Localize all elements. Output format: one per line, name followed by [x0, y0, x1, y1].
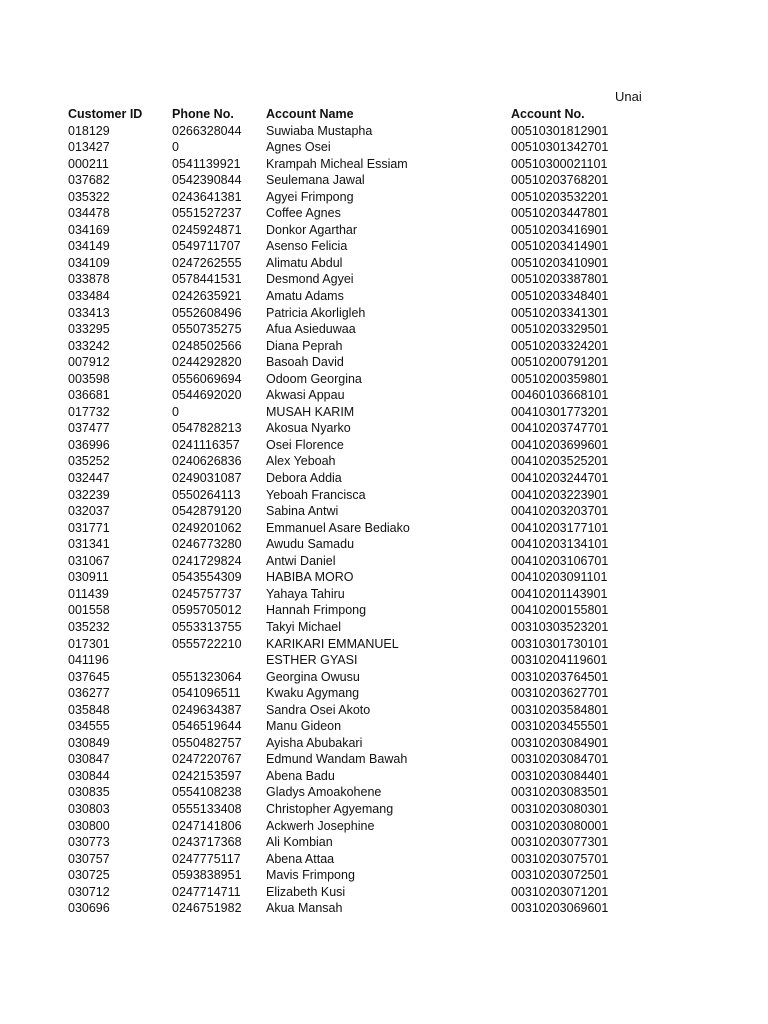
- customer-id-header: Customer ID: [68, 107, 143, 121]
- table-row: [68, 205, 631, 222]
- account-no-cell: 00510203447801: [511, 206, 609, 221]
- customer-id-cell: 037477: [68, 421, 110, 436]
- table-row: [68, 453, 631, 470]
- phone-cell: 0247714711: [172, 884, 241, 899]
- account-no-cell: 00510203341301: [511, 305, 609, 320]
- customer-id-cell: 030725: [68, 868, 110, 883]
- account-no-cell: 00410301773201: [511, 404, 609, 419]
- account-no-cell: 00410203244701: [511, 471, 609, 486]
- table-row: [68, 371, 631, 388]
- table-row: [68, 470, 631, 487]
- customer-id-cell: 031341: [68, 537, 110, 552]
- account-name-cell: Diana Peprah: [266, 338, 343, 353]
- table-row: [68, 321, 631, 338]
- table-row: [68, 338, 631, 355]
- account-no-cell: 00510200359801: [511, 371, 609, 386]
- account-no-cell: 00410203223901: [511, 487, 609, 502]
- phone-cell: 0266328044: [172, 123, 242, 138]
- customer-id-cell: 036277: [68, 686, 110, 701]
- account-name-cell: Emmanuel Asare Bediako: [266, 520, 410, 535]
- table-row: [68, 305, 631, 322]
- customer-id-cell: 030911: [68, 570, 109, 585]
- account-no-cell: 00510200791201: [511, 355, 609, 370]
- account-name-cell: Hannah Frimpong: [266, 603, 367, 618]
- phone-cell: 0553313755: [172, 619, 242, 634]
- table-row: [68, 619, 631, 636]
- phone-cell: 0247262555: [172, 255, 242, 270]
- table-row: [68, 487, 631, 504]
- phone-cell: 0242635921: [172, 289, 242, 304]
- account-no-cell: 00410203203701: [511, 504, 609, 519]
- account-name-cell: Seulemana Jawal: [266, 173, 365, 188]
- table-row: [68, 801, 631, 818]
- phone-cell: [172, 652, 266, 669]
- phone-cell: 0541096511: [172, 686, 241, 701]
- customer-id-cell: 035252: [68, 454, 110, 469]
- account-no-cell: 00510203329501: [511, 322, 609, 337]
- customer-id-cell: 030773: [68, 835, 110, 850]
- customer-id-cell: 030712: [68, 884, 110, 899]
- customer-id-cell: 034149: [68, 239, 110, 254]
- table-row: [68, 238, 631, 255]
- phone-cell: 0240626836: [172, 454, 242, 469]
- customer-id-cell: 035322: [68, 189, 110, 204]
- customer-id-cell: 036996: [68, 437, 110, 452]
- phone-cell: 0543554309: [172, 570, 242, 585]
- table-row: [68, 222, 631, 239]
- customer-id-cell: 032447: [68, 471, 110, 486]
- table-row: [68, 255, 631, 272]
- phone-cell: 0247220767: [172, 752, 242, 767]
- table-row: [68, 420, 631, 437]
- phone-cell: 0248502566: [172, 338, 242, 353]
- customer-id-cell: 034555: [68, 719, 110, 734]
- customer-id-cell: 034478: [68, 206, 110, 221]
- account-no-cell: 00410203699601: [511, 437, 609, 452]
- account-name-cell: Sabina Antwi: [266, 504, 339, 519]
- account-name-cell: Abena Badu: [266, 768, 335, 783]
- account-no-cell: 00510203768201: [511, 173, 609, 188]
- table-row: [68, 189, 631, 206]
- table-row: [68, 437, 631, 454]
- phone-cell: 0551323064: [172, 669, 242, 684]
- table-row: [68, 652, 631, 669]
- account-no-cell: 00410203106701: [511, 553, 609, 568]
- account-name-cell: Desmond Agyei: [266, 272, 354, 287]
- customer-id-cell: 013427: [68, 140, 110, 155]
- account-name-cell: Asenso Felicia: [266, 239, 348, 254]
- table-row: [68, 586, 631, 603]
- customer-id-cell: 037645: [68, 669, 110, 684]
- phone-cell: 0551527237: [172, 206, 242, 221]
- phone-cell: 0550735275: [172, 322, 242, 337]
- table-row: [68, 851, 631, 868]
- table-row: [68, 139, 631, 156]
- customer-id-cell: 037682: [68, 173, 110, 188]
- account-no-cell: 00310203627701: [511, 686, 609, 701]
- customer-id-cell: 030835: [68, 785, 110, 800]
- account-no-cell: 00410203134101: [511, 537, 609, 552]
- phone-cell: 0578441531: [172, 272, 242, 287]
- account-no-cell: 00310203764501: [511, 669, 609, 684]
- account-no-cell: 00510203532201: [511, 189, 609, 204]
- table-body: [68, 123, 631, 917]
- account-name-cell: Edmund Wandam Bawah: [266, 752, 408, 767]
- phone-cell: 0550482757: [172, 735, 242, 750]
- customer-id-cell: 031771: [68, 520, 110, 535]
- customer-id-cell: 030800: [68, 818, 110, 833]
- customer-id-cell: 030757: [68, 851, 110, 866]
- account-no-cell: 00310203084901: [511, 735, 609, 750]
- account-name-cell: KARIKARI EMMANUEL: [266, 636, 399, 651]
- account-no-cell: 00510300021101: [511, 156, 608, 171]
- account-name-cell: Christopher Agyemang: [266, 801, 394, 816]
- table-row: [68, 784, 631, 801]
- account-name-cell: Patricia Akorligleh: [266, 305, 366, 320]
- account-name-cell: Sandra Osei Akoto: [266, 702, 371, 717]
- table-row: [68, 123, 631, 140]
- customer-id-cell: 003598: [68, 371, 110, 386]
- customer-id-cell: 033413: [68, 305, 110, 320]
- table-row: [68, 602, 631, 619]
- account-name-cell: HABIBA MORO: [266, 570, 354, 585]
- phone-cell: 0542390844: [172, 173, 242, 188]
- account-name-cell: Akwasi Appau: [266, 388, 345, 403]
- phone-cell: 0552608496: [172, 305, 242, 320]
- table-row: [68, 288, 631, 305]
- table-row: [68, 503, 631, 520]
- account-no-cell: 00310203080301: [511, 801, 609, 816]
- table-row: [68, 172, 631, 189]
- account-no-cell: 00310203072501: [511, 868, 609, 883]
- phone-cell: 0554108238: [172, 785, 242, 800]
- account-name-cell: Ayisha Abubakari: [266, 735, 363, 750]
- table-row: [68, 900, 631, 917]
- account-name-cell: Amatu Adams: [266, 289, 344, 304]
- account-no-cell: 00510203410901: [511, 255, 609, 270]
- table-row: [68, 569, 631, 586]
- account-name-cell: Akua Mansah: [266, 901, 343, 916]
- customer-id-cell: 000211: [68, 156, 109, 171]
- account-name-cell: Suwiaba Mustapha: [266, 123, 373, 138]
- phone-cell: 0549711707: [172, 239, 241, 254]
- account-name-cell: Yahaya Tahiru: [266, 586, 345, 601]
- phone-cell: 0547828213: [172, 421, 242, 436]
- phone-cell: 0595705012: [172, 603, 242, 618]
- account-no-cell: 00310203584801: [511, 702, 609, 717]
- account-name-cell: Odoom Georgina: [266, 371, 362, 386]
- account-no-cell: 00410203747701: [511, 421, 609, 436]
- account-no-cell: 00410203177101: [511, 520, 609, 535]
- phone-cell: 0242153597: [172, 768, 242, 783]
- account-name-cell: Agnes Osei: [266, 140, 331, 155]
- customer-id-cell: 032037: [68, 504, 110, 519]
- table-row: [68, 884, 631, 901]
- account-no-cell: 00510203324201: [511, 338, 609, 353]
- phone-cell: 0541139921: [172, 156, 241, 171]
- table-row: [68, 702, 631, 719]
- account-no-cell: 00310303523201: [511, 619, 609, 634]
- table-row: [68, 404, 631, 421]
- table-row: [68, 768, 631, 785]
- phone-cell: 0: [172, 404, 179, 419]
- account-name-cell: Mavis Frimpong: [266, 868, 355, 883]
- account-name-cell: Akosua Nyarko: [266, 421, 351, 436]
- table-row: [68, 669, 631, 686]
- account-name-cell: Krampah Micheal Essiam: [266, 156, 408, 171]
- customer-id-cell: 036681: [68, 388, 110, 403]
- customer-id-cell: 033295: [68, 322, 110, 337]
- table-row: [68, 520, 631, 537]
- phone-cell: 0245757737: [172, 586, 242, 601]
- phone-cell: 0241729824: [172, 553, 242, 568]
- customer-id-cell: 033242: [68, 338, 110, 353]
- account-no-cell: 00310203084701: [511, 752, 609, 767]
- account-no-cell: 00310203071201: [511, 884, 609, 899]
- account-no-cell: 00510301812901: [511, 123, 609, 138]
- customer-id-cell: 030849: [68, 735, 110, 750]
- customer-id-cell: 030803: [68, 801, 110, 816]
- table-row: [68, 834, 631, 851]
- phone-cell: 0249634387: [172, 702, 242, 717]
- account-name-cell: MUSAH KARIM: [266, 404, 355, 419]
- account-name-cell: Gladys Amoakohene: [266, 785, 382, 800]
- table-row: [68, 156, 631, 173]
- table-row: [68, 818, 631, 835]
- table-row: [68, 553, 631, 570]
- account-no-cell: 00310203077301: [511, 835, 609, 850]
- account-no-cell: 00310204119601: [511, 653, 608, 668]
- account-name-header: Account Name: [266, 107, 354, 121]
- account-name-cell: Basoah David: [266, 355, 344, 370]
- table-row: [68, 735, 631, 752]
- customer-id-cell: 041196: [68, 653, 109, 668]
- account-no-cell: 00310203080001: [511, 818, 609, 833]
- account-name-cell: Abena Attaa: [266, 851, 335, 866]
- table-row: [68, 387, 631, 404]
- account-name-cell: Debora Addia: [266, 471, 342, 486]
- phone-cell: 0249031087: [172, 471, 242, 486]
- phone-cell: 0247775117: [172, 851, 241, 866]
- phone-cell: 0550264113: [172, 487, 241, 502]
- phone-cell: 0546519644: [172, 719, 242, 734]
- account-no-cell: 00410200155801: [511, 603, 609, 618]
- header-row: [68, 106, 631, 123]
- customer-id-cell: 033484: [68, 289, 110, 304]
- customer-id-cell: 017732: [68, 404, 110, 419]
- table-row: [68, 536, 631, 553]
- account-name-cell: Afua Asieduwaa: [266, 322, 356, 337]
- account-no-cell: 00410203525201: [511, 454, 609, 469]
- phone-cell: 0245924871: [172, 222, 242, 237]
- table-row: [68, 271, 631, 288]
- table-row: [68, 636, 631, 653]
- account-no-cell: 00410203091101: [511, 570, 608, 585]
- customer-id-cell: 033878: [68, 272, 110, 287]
- table-row: [68, 718, 631, 735]
- table-row: [68, 751, 631, 768]
- phone-cell: 0247141806: [172, 818, 242, 833]
- phone-cell: 0542879120: [172, 504, 242, 519]
- customer-id-cell: 018129: [68, 123, 110, 138]
- table-row: [68, 685, 631, 702]
- phone-cell: 0246773280: [172, 537, 242, 552]
- account-name-cell: Yeboah Francisca: [266, 487, 366, 502]
- customer-id-cell: 035232: [68, 619, 110, 634]
- phone-cell: 0593838951: [172, 868, 242, 883]
- account-no-cell: 00460103668101: [511, 388, 609, 403]
- account-no-cell: 00310203075701: [511, 851, 609, 866]
- account-no-cell: 00510203348401: [511, 289, 609, 304]
- customer-id-cell: 017301: [68, 636, 110, 651]
- customer-id-cell: 034109: [68, 255, 110, 270]
- phone-cell: 0241116357: [172, 437, 240, 452]
- account-no-cell: 00310301730101: [511, 636, 609, 651]
- account-name-cell: Takyi Michael: [266, 619, 342, 634]
- customer-id-cell: 031067: [68, 553, 110, 568]
- account-no-cell: 00310203455501: [511, 719, 609, 734]
- table-row: [68, 354, 631, 371]
- account-name-cell: ESTHER GYASI: [266, 653, 358, 668]
- phone-cell: 0243641381: [172, 189, 242, 204]
- phone-cell: 0544692020: [172, 388, 242, 403]
- account-name-cell: Elizabeth Kusi: [266, 884, 346, 899]
- phone-cell: 0556069694: [172, 371, 242, 386]
- account-no-cell: 00510301342701: [511, 140, 609, 155]
- phone-cell: 0555722210: [172, 636, 242, 651]
- phone-cell: 0246751982: [172, 901, 242, 916]
- customer-id-cell: 030847: [68, 752, 110, 767]
- customer-id-cell: 011439: [68, 586, 109, 601]
- account-name-cell: Agyei Frimpong: [266, 189, 354, 204]
- customer-id-cell: 032239: [68, 487, 110, 502]
- account-no-header: Account No.: [511, 107, 585, 121]
- customer-id-cell: 030844: [68, 768, 110, 783]
- phone-header: Phone No.: [172, 107, 234, 121]
- account-name-cell: Georgina Owusu: [266, 669, 360, 684]
- account-no-cell: 00310203084401: [511, 768, 609, 783]
- phone-cell: 0249201062: [172, 520, 242, 535]
- customer-id-cell: 035848: [68, 702, 110, 717]
- account-no-cell: 00510203414901: [511, 239, 609, 254]
- account-name-cell: Osei Florence: [266, 437, 344, 452]
- customer-table: [68, 106, 631, 917]
- phone-cell: 0243717368: [172, 835, 242, 850]
- account-name-cell: Awudu Samadu: [266, 537, 355, 552]
- account-name-cell: Alimatu Abdul: [266, 255, 343, 270]
- account-name-cell: Kwaku Agymang: [266, 686, 360, 701]
- account-no-cell: 00310203069601: [511, 901, 609, 916]
- phone-cell: 0244292820: [172, 355, 242, 370]
- account-name-cell: Coffee Agnes: [266, 206, 341, 221]
- customer-id-cell: 030696: [68, 901, 110, 916]
- account-no-cell: 00510203416901: [511, 222, 609, 237]
- account-name-cell: Ackwerh Josephine: [266, 818, 375, 833]
- account-name-cell: Antwi Daniel: [266, 553, 336, 568]
- phone-cell: 0555133408: [172, 801, 242, 816]
- account-name-cell: Ali Kombian: [266, 835, 333, 850]
- phone-cell: 0: [172, 140, 179, 155]
- table-row: [68, 867, 631, 884]
- account-no-cell: 00410201143901: [511, 586, 608, 601]
- customer-id-cell: 001558: [68, 603, 110, 618]
- account-no-cell: 00310203083501: [511, 785, 609, 800]
- account-name-cell: Manu Gideon: [266, 719, 342, 734]
- customer-id-cell: 034169: [68, 222, 110, 237]
- account-name-cell: Donkor Agarthar: [266, 222, 358, 237]
- account-no-cell: 00510203387801: [511, 272, 609, 287]
- truncated-header-text: Unai: [615, 89, 642, 104]
- account-name-cell: Alex Yeboah: [266, 454, 336, 469]
- customer-id-cell: 007912: [68, 355, 110, 370]
